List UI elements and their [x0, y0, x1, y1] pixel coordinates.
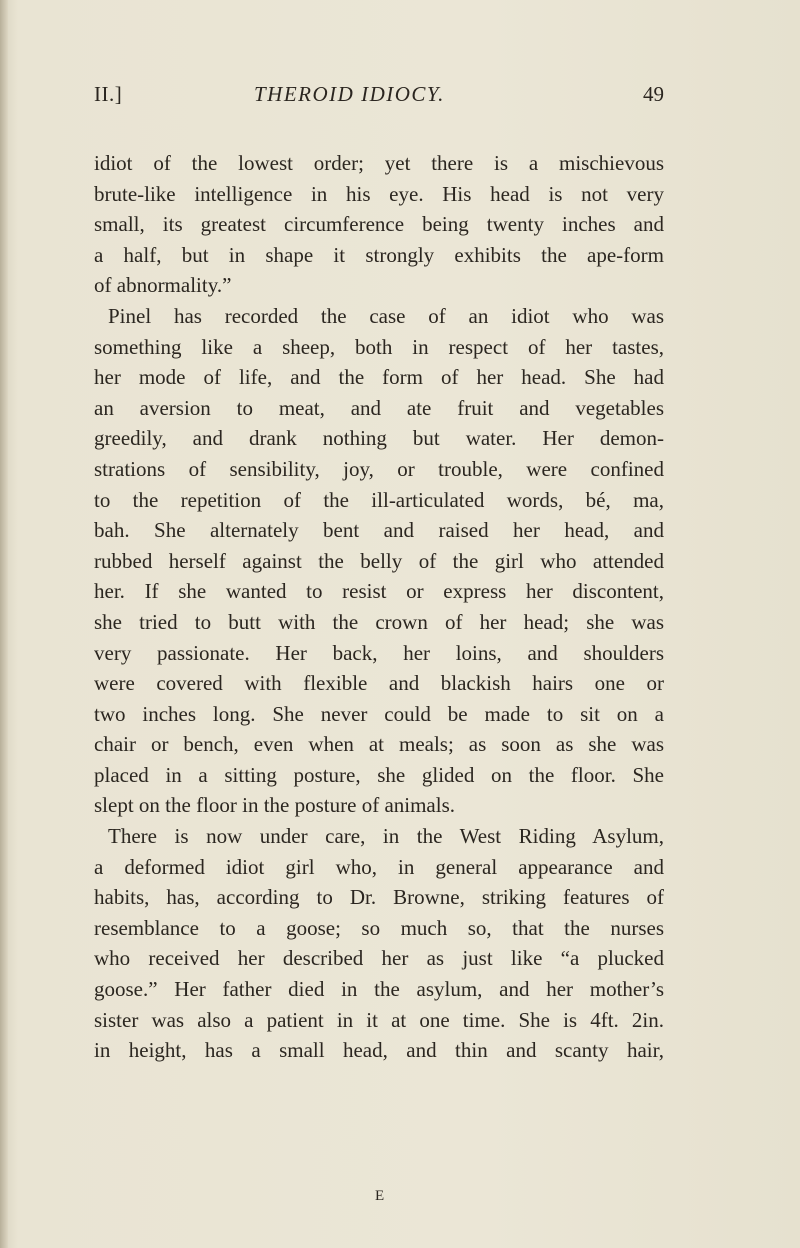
text-line: small, its greatest circumference being twenty inches and: [94, 212, 664, 237]
text-line: slept on the floor in the posture of animals.: [94, 793, 456, 818]
text-line: very passionate. Her back, her loins, and shoulders: [94, 640, 664, 665]
section-number: II.]: [94, 82, 123, 106]
text-line: resemblance to a goose; so much so, that the nurses: [94, 915, 664, 940]
text-line: There is now under care, in the West Riding Asylum,: [108, 824, 664, 849]
text-line: brute-like intelligence in his eye. His head is not very: [94, 181, 664, 206]
text-line: her mode of life, and the form of her head. She had: [94, 365, 664, 390]
text-line: strations of sensibility, joy, or trouble, were confined: [94, 456, 664, 481]
running-title: THEROID IDIOCY.: [254, 82, 445, 106]
text-line: she tried to butt with the crown of her head; she was: [94, 609, 664, 634]
text-line: something like a sheep, both in respect of her tastes,: [94, 334, 664, 359]
text-line: habits, has, according to Dr. Browne, striking features of: [94, 885, 664, 910]
text-line: sister was also a patient in it at one time. She is 4ft. 2in.: [94, 1007, 664, 1032]
text-line: of abnormality.”: [94, 273, 232, 298]
text-line: rubbed herself against the belly of the girl who attended: [94, 548, 664, 573]
text-line: goose.” Her father died in the asylum, and her mother’s: [94, 977, 664, 1002]
text-line: bah. She alternately bent and raised her head, and: [94, 518, 664, 543]
text-line: a half, but in shape it strongly exhibits the ape-form: [94, 242, 664, 267]
page-number: 49: [643, 82, 664, 106]
gutter-shadow: [0, 0, 8, 1248]
text-line: her. If she wanted to resist or express her discontent,: [94, 579, 664, 604]
text-line: greedily, and drank nothing but water. Her demon-: [94, 426, 664, 451]
text-line: in height, has a small head, and thin and scanty hair,: [94, 1038, 664, 1063]
text-line: were covered with flexible and blackish hairs one or: [94, 671, 664, 696]
text-line: a deformed idiot girl who, in general appearance and: [94, 854, 664, 879]
signature-mark: E: [375, 1188, 386, 1204]
text-line: who received her described her as just like “a plucked: [94, 946, 664, 971]
text-line: two inches long. She never could be made to sit on a: [94, 701, 664, 726]
text-line: Pinel has recorded the case of an idiot who was: [108, 303, 664, 328]
body-text: [94, 148, 664, 1066]
running-header: [94, 82, 664, 112]
text-line: chair or bench, even when at meals; as soon as she was: [94, 732, 664, 757]
text-line: placed in a sitting posture, she glided on the floor. She: [94, 762, 664, 787]
text-line: idiot of the lowest order; yet there is a mischievous: [94, 151, 664, 175]
text-line: an aversion to meat, and ate fruit and vegetables: [94, 395, 664, 420]
text-line: to the repetition of the ill-articulated words, bé, ma,: [94, 487, 664, 512]
